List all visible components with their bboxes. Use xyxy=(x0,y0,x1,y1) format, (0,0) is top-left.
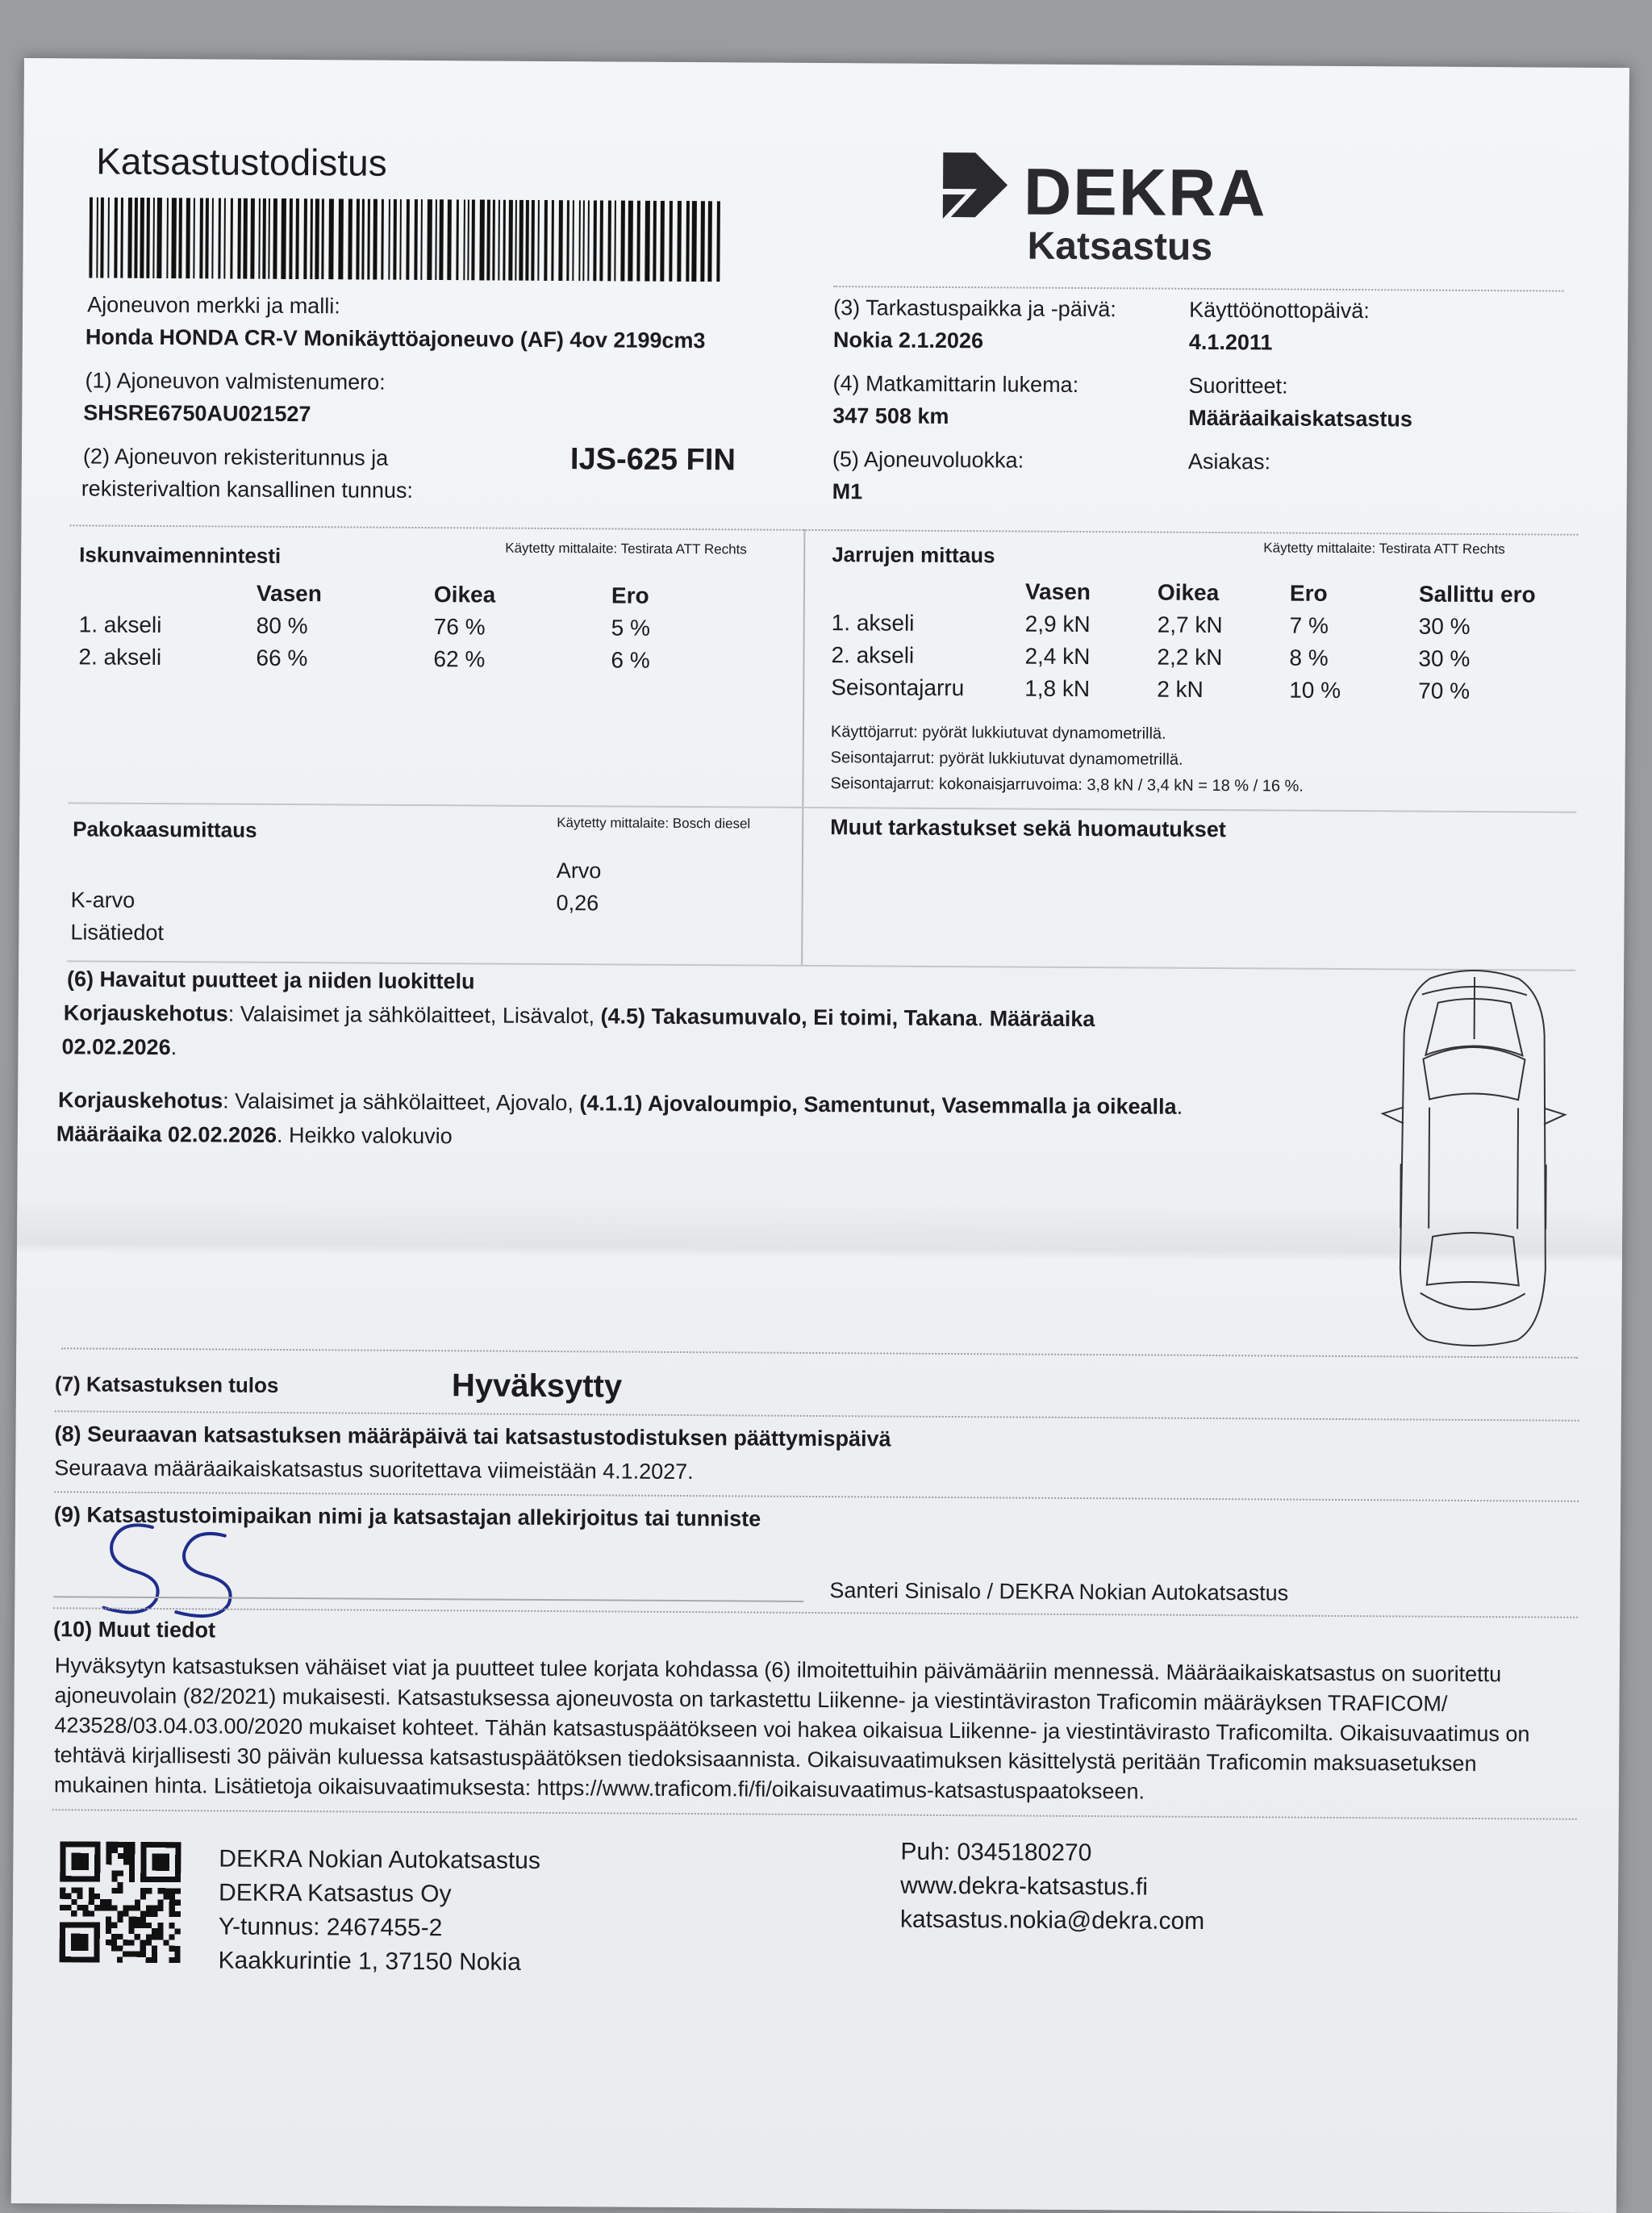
table-cell: Ero xyxy=(1289,580,1328,606)
table-cell: 2. akseli xyxy=(78,644,162,670)
vin-value: SHSRE6750AU021527 xyxy=(83,400,311,427)
misc-line: Hyväksytyn katsastuksen vähäiset viat ja puutteet tulee korjata kohdassa (6) ilmoitettuihin päivämääriin mennessä. Määräaikaiskatsastus on suoritettu xyxy=(54,1653,1502,1687)
footer-line: Kaakkurintie 1, 37150 Nokia xyxy=(218,1947,521,1976)
firstuse-label: Käyttöönottopäivä: xyxy=(1189,297,1370,324)
misc-line: tehtävä kirjallisesti 30 päivän kuluessa katsastuspäätöksen tiedoksisaannista. Oikaisuvaatimuksen käsittelystä peritään Traficomin maksuasetuksen xyxy=(54,1743,1477,1777)
footer-website[interactable]: www.dekra-katsastus.fi xyxy=(900,1872,1149,1901)
table-row xyxy=(79,608,708,645)
class-value: M1 xyxy=(832,479,863,504)
defect-text: : Valaisimet ja sähkölaitteet, Lisävalot, xyxy=(227,1001,601,1029)
exhaust-title: Pakokaasumittaus xyxy=(73,816,257,842)
table-cell: 2,7 kN xyxy=(1157,612,1223,638)
services-label: Suoritteet: xyxy=(1188,373,1288,399)
defect-code: (4.1.1) Ajovaloumpio, Samentunut, Vasemmalla ja oikealla xyxy=(579,1091,1177,1119)
brakes-note: Käyttöjarrut: pyörät lukkiutuvat dynamometrillä. xyxy=(830,723,1166,743)
inspector-name: Santeri Sinisalo / DEKRA Nokian Autokatsastus xyxy=(829,1578,1289,1605)
table-cell: 76 % xyxy=(433,614,486,640)
deadline-label: Määräaika xyxy=(989,1006,1095,1032)
footer-phone: Puh: 0345180270 xyxy=(900,1838,1092,1867)
table-cell: Ero xyxy=(611,582,649,608)
table-cell: 80 % xyxy=(256,612,308,639)
defect-code: (4.5) Takasumuvalo, Ei toimi, Takana xyxy=(600,1004,978,1031)
table-cell xyxy=(79,576,257,609)
table-cell: 2,9 kN xyxy=(1024,611,1091,637)
certificate-sheet xyxy=(11,58,1629,2213)
defect-item-2 xyxy=(58,1088,1183,1120)
table-cell: Vasen xyxy=(1024,578,1091,605)
table-cell: 1,8 kN xyxy=(1024,675,1091,702)
table-cell xyxy=(832,574,1025,608)
result-value: Hyväksytty xyxy=(451,1367,623,1405)
table-row xyxy=(79,576,708,612)
exhaust-device: Käytetty mittalaite: Bosch diesel xyxy=(557,815,751,832)
table-cell: 30 % xyxy=(1418,613,1471,639)
defect-item-2-deadline xyxy=(56,1121,453,1149)
table-row xyxy=(78,641,707,677)
document-title: Katsastustodistus xyxy=(96,140,387,184)
defect-item-1 xyxy=(64,1000,1095,1032)
column-divider xyxy=(801,529,805,965)
table-cell: Sallittu ero xyxy=(1418,581,1536,608)
other-checks-title: Muut tarkastukset sekä huomautukset xyxy=(830,815,1226,842)
table-cell: 70 % xyxy=(1418,678,1471,704)
table-row xyxy=(832,574,1580,612)
brakes-note: Seisontajarrut: pyörät lukkiutuvat dynamometrillä. xyxy=(830,749,1183,769)
barcode-icon xyxy=(89,197,727,282)
table-cell: Vasen xyxy=(256,580,322,607)
shock-table xyxy=(78,576,708,677)
defect-text: . xyxy=(1176,1094,1183,1119)
k-value-label: K-arvo xyxy=(70,887,136,912)
deadline-date: 02.02.2026 xyxy=(61,1034,171,1060)
place-label: (3) Tarkastuspaikka ja -päivä: xyxy=(833,295,1116,322)
class-label: (5) Ajoneuvoluokka: xyxy=(832,447,1024,473)
divider xyxy=(61,1347,1578,1358)
table-cell: 2,4 kN xyxy=(1024,643,1091,670)
extra-info-label: Lisätiedot xyxy=(70,920,165,946)
table-cell: 62 % xyxy=(433,646,486,672)
brakes-note: Seisontajarrut: kokonaisjarruvoima: 3,8 kN / 3,4 kN = 18 % / 16 %. xyxy=(830,775,1304,795)
footer-line: DEKRA Katsastus Oy xyxy=(219,1879,452,1908)
place-value: Nokia 2.1.2026 xyxy=(832,328,984,353)
customer-label: Asiakas: xyxy=(1187,449,1271,474)
next-inspection-label: (8) Seuraavan katsastuksen määräpäivä tai katsastustodistuksen päättymispäivä xyxy=(54,1422,891,1451)
misc-line: 423528/03.04.03.00/2020 mukaiset kohteet. Tähän katsastuspäätökseen voi hakea oikaisua Liikenne- ja viestintävirasto Traficomilta. Oikaisuvaatimus on xyxy=(54,1713,1530,1747)
table-cell: 1. akseli xyxy=(78,612,162,638)
misc-line: mukainen hinta. Lisätietoja oikaisuvaatimuksesta: https://www.traficom.fi/fi/oikaisuvaatimus-katsastuspaatokseen. xyxy=(53,1772,1145,1804)
vin-label: (1) Ajoneuvon valmistenumero: xyxy=(85,368,386,395)
table-row xyxy=(831,671,1579,708)
services-value: Määräaikaiskatsastus xyxy=(1188,405,1413,432)
table-cell: 8 % xyxy=(1289,645,1329,670)
result-label: (7) Katsastuksen tulos xyxy=(54,1372,279,1397)
defect-type: Korjauskehotus xyxy=(63,1000,228,1026)
footer-company xyxy=(218,1843,540,1980)
table-cell: 30 % xyxy=(1418,645,1471,671)
make-label: Ajoneuvon merkki ja malli: xyxy=(87,292,340,319)
make-value: Honda HONDA CR-V Monikäyttöajoneuvo (AF) 4ov 2199cm3 xyxy=(85,324,706,353)
table-cell: 66 % xyxy=(256,645,308,671)
divider xyxy=(68,802,1576,812)
odometer-label: (4) Matkamittarin lukema: xyxy=(832,371,1079,397)
reg-number: IJS-625 FIN xyxy=(569,442,736,478)
table-cell: Oikea xyxy=(1157,579,1220,606)
reg-label-2: rekisterivaltion kansallinen tunnus: xyxy=(81,476,414,503)
footer-line: Y-tunnus: 2467455-2 xyxy=(218,1913,443,1942)
signature-label: (9) Katsastustoimipaikan nimi ja katsastajan allekirjoitus tai tunniste xyxy=(53,1502,761,1531)
table-cell: 6 % xyxy=(611,647,650,673)
divider xyxy=(69,524,1578,535)
defect-type: Korjauskehotus xyxy=(58,1088,223,1113)
divider xyxy=(54,1491,1579,1502)
misc-paragraph xyxy=(54,1651,1587,1810)
logo-word: DEKRA xyxy=(1023,155,1267,231)
table-row xyxy=(832,607,1580,644)
footer-contact xyxy=(900,1835,1205,1939)
deadline-date: Määräaika 02.02.2026 xyxy=(56,1121,277,1147)
k-value: 0,26 xyxy=(556,891,599,916)
footer-line: DEKRA Nokian Autokatsastus xyxy=(219,1845,541,1874)
divider xyxy=(52,1809,1577,1820)
defect-text: . xyxy=(170,1035,177,1060)
qr-code-icon xyxy=(60,1841,181,1963)
table-row xyxy=(831,639,1579,676)
logo-subtitle: Katsastus xyxy=(1027,224,1213,269)
next-inspection-value: Seuraava määräaikaiskatsastus suoritettava viimeistään 4.1.2027. xyxy=(54,1455,694,1484)
table-cell: Seisontajarru xyxy=(831,674,965,701)
table-cell: 7 % xyxy=(1289,612,1329,638)
exhaust-col-header: Arvo xyxy=(556,858,602,883)
odometer-value: 347 508 km xyxy=(832,403,949,429)
table-cell: 10 % xyxy=(1289,677,1341,703)
table-cell: 2 kN xyxy=(1157,676,1204,702)
shock-title: Iskunvaimennintesti xyxy=(79,542,282,568)
table-cell: 5 % xyxy=(611,615,651,641)
divider xyxy=(53,1607,1578,1618)
defect-text: : Valaisimet ja sähkölaitteet, Ajovalo, xyxy=(223,1088,580,1116)
table-cell: 1. akseli xyxy=(831,610,915,636)
table-cell: 2. akseli xyxy=(831,642,915,668)
defects-title: (6) Havaitut puutteet ja niiden luokittelu xyxy=(66,967,475,994)
defect-text: . Heikko valokuvio xyxy=(276,1122,453,1149)
brakes-table xyxy=(831,574,1580,708)
table-cell: 2,2 kN xyxy=(1157,644,1223,670)
reg-label-1: (2) Ajoneuvon rekisteritunnus ja xyxy=(82,444,389,470)
misc-line: ajoneuvolain (82/2021) mukaisesti. Katsastuksessa ajoneuvosta on tarkastettu Liikenne- ja viestintäviraston Traficomin määräyksen TRAFICOM/ xyxy=(54,1683,1448,1716)
defect-item-1-deadline xyxy=(61,1034,177,1060)
footer-email[interactable]: katsastus.nokia@dekra.com xyxy=(899,1906,1205,1935)
table-cell: Oikea xyxy=(433,582,496,608)
misc-label: (10) Muut tiedot xyxy=(53,1617,216,1643)
defect-text: . xyxy=(977,1006,990,1031)
brakes-device: Käytetty mittalaite: Testirata ATT Rechts xyxy=(1263,540,1505,557)
brakes-title: Jarrujen mittaus xyxy=(832,542,995,568)
divider xyxy=(55,1410,1579,1422)
car-diagram-icon xyxy=(1371,962,1575,1351)
shock-device: Käytetty mittalaite: Testirata ATT Rechts xyxy=(505,540,747,557)
firstuse-value: 4.1.2011 xyxy=(1188,329,1273,355)
